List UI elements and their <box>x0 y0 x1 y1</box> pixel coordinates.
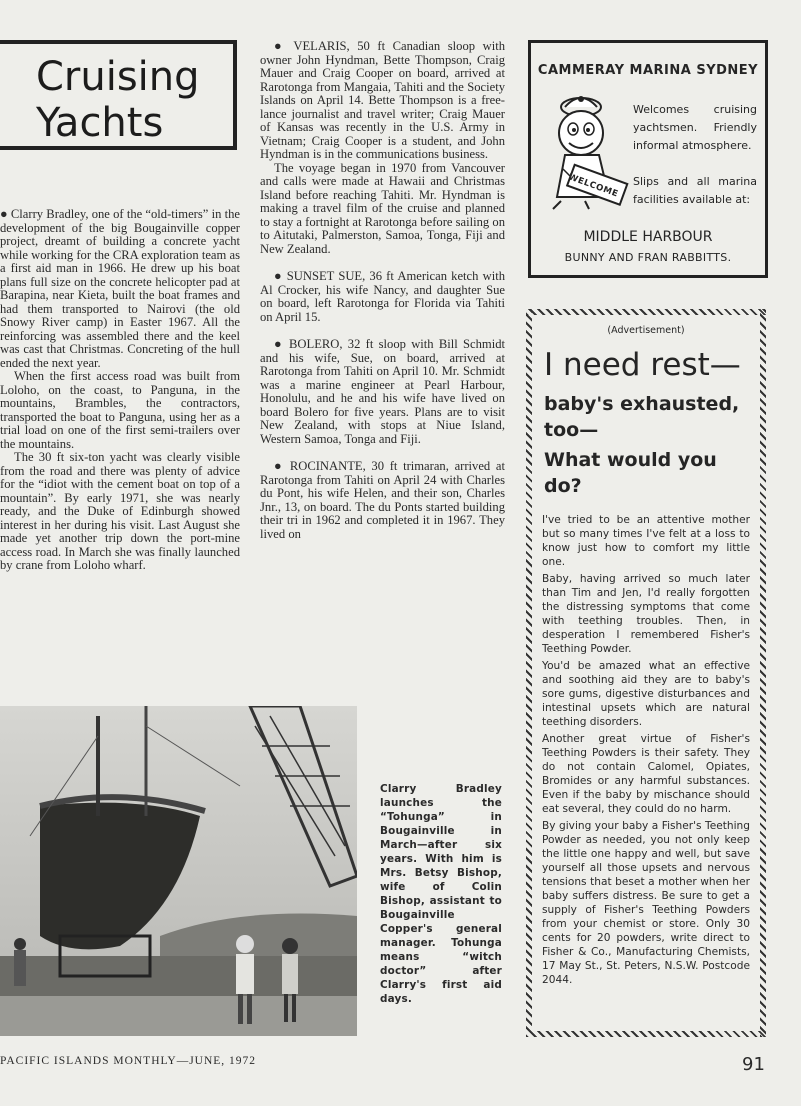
marina-advertisement <box>528 40 768 278</box>
ad-paragraph: Another great virtue of Fisher's Teething Powders is their safety. They do not contain Calomel, Opiates, Bromides or any harmful substances. Even if the baby by mischance should eat several, they could do no harm. <box>542 733 750 815</box>
page-title: Cruising Yachts <box>36 54 200 146</box>
border-right <box>760 309 766 1037</box>
paragraph: ● VELARIS, 50 ft Canadian sloop with owner John Hyndman, Bette Thompson, Craig Mauer and Craig Cooper on board, arrived at Rarotonga from Mangaia, Tahiti and the Society Islands on April 14. Bette Thompson is a free-lance journalist and travel writer; Craig Mauer of Kansas was recently in the U.S. Army in Vietnam; Craig Cooper is a student, and John Hyndman is in the communications business. <box>260 39 505 161</box>
fisher-advertisement <box>526 309 766 1037</box>
ad-paragraph: Baby, having arrived so much later than Tim and Jen, I'd really forgotten the distressing symptoms that come with teething troubles. Then, in desperation I remembered Fisher's Teething Powder. <box>542 573 750 655</box>
border-left <box>526 309 532 1037</box>
title-box <box>0 40 237 150</box>
article-column-left <box>0 208 240 573</box>
ad-headline: I need rest— <box>544 347 741 383</box>
marina-location: MIDDLE HARBOUR <box>583 229 713 245</box>
paragraph: ● ROCINANTE, 30 ft trimaran, arrived at Rarotonga from Tahiti on April 24 with Charles du Pont, his wife Helen, and their son, Charles Jnr., 13, on board. The du Ponts started building their tri in 1962 and completed it in 1967. They lived on <box>260 459 505 541</box>
ad-subheadline: baby's exhausted, too— <box>544 393 740 441</box>
ad-body <box>542 513 750 990</box>
paragraph: ● BOLERO, 32 ft sloop with Bill Schmidt and his wife, Sue, on board, arrived at Rarotonga from Tahiti on April 10. Mr. Schmidt was a marine engineer at Pearl Harbour, Honolulu, and he and his wife have lived on board Bolero for five years. Plans are to visit New Zealand, with stops at Niue Island, Western Samoa, Tonga and Fiji. <box>260 337 505 446</box>
ad-paragraph: I've tried to be an attentive mother but so many times I've felt at a loss to know just how to comfort my little one. <box>542 514 750 568</box>
footer-masthead: PACIFIC ISLANDS MONTHLY—JUNE, 1972 <box>0 1055 257 1067</box>
paragraph: ● SUNSET SUE, 36 ft American ketch with Al Crocker, his wife Nancy, and daughter Sue on board, left Rarotonga for Florida via Tahiti on April 15. <box>260 269 505 324</box>
ad-paragraph: You'd be amazed what an effective and soothing aid they are to baby's sore gums, digestive disturbances and intestinal upsets which are natural teething disorders. <box>542 660 750 728</box>
launch-photo <box>0 706 357 1036</box>
paragraph: The voyage began in 1970 from Vancouver and calls were made at Hawaii and Christmas Island before reaching Tahiti. Mr. Hyndman is making a travel film of the cruise and planned to stay a fortnight at Rarotonga before sailing on to Aitutaki, Palmerston, Samoa, Tonga, Fiji and New Zealand. <box>260 160 505 256</box>
marina-facilities-text: Slips and all marina facilities available at: <box>633 175 757 206</box>
border-top <box>526 309 766 315</box>
paragraph: When the first access road was built from Loloho, on the coast, to Panguna, in the mountains, Brambles, the contractors, transported the boat to Panguna, using her as a trial load on one of the first semi-trailers over the mountains. <box>0 369 240 451</box>
page-number: 91 <box>742 1054 765 1075</box>
ad-question: What would you do? <box>544 449 717 497</box>
photo-caption: Clarry Bradley launches the “Tohunga” in Bougainville in March—after six years. With him is Mrs. Betsy Bishop, wife of Colin Bishop, assistant to Bougainville Copper's general manager. Tohunga means “witch doctor” after Clarry's first aid days. <box>380 783 502 1005</box>
mascot-sign-text: WELCOME <box>566 172 620 200</box>
border-bottom <box>526 1031 766 1037</box>
article-column-middle <box>260 40 505 541</box>
marina-owners: BUNNY AND FRAN RABBITTS. <box>564 251 732 264</box>
ad-label: (Advertisement) <box>607 325 685 336</box>
marina-welcome-text: Welcomes cruising yachtsmen. Friendly informal atmosphere. <box>633 103 757 152</box>
paragraph: The 30 ft six-ton yacht was clearly visible from the road and there was plenty of advice for the “idiot with the cement boat on top of a mountain”. By early 1971, she was nearly ready, and the Duke of Edinburgh showed interest in her during his visit. Last August she made yet another trip down the port-mine access road. In March she was finally launched by crane from Loloho wharf. <box>0 450 240 572</box>
paragraph: ● Clarry Bradley, one of the “old-timers” in the development of the big Bougainville copper project, dreamt of building a concrete yacht while working for the CRA exploration team as a first aid man in 1966. He drew up his boat plans full size on the concrete helicopter pad at Barapina, near Kieta, built the boat frames and had them transported to Nairovi (the old Snowy River camp) in Easter 1967. All the reinforcing was assembled there and the keel was cast that Christmas. Concreting of the hull ended the next year. <box>0 207 240 370</box>
ad-paragraph: By giving your baby a Fisher's Teething Powder as needed, you not only keep the little one happy and well, but save yourself all those upsets and nervous tensions that beset a mother when her baby suffers distress. Be sure to get a supply of Fisher's Teething Powders from your chemist or store. Only 30 cents for 20 powders, write direct to Fisher & Co., Manufacturing Chemists, 17 May St., St. Peters, N.S.W. Postcode 2044. <box>542 820 750 986</box>
photo-yacht-launch-icon <box>0 706 357 1036</box>
marina-heading: CAMMERAY MARINA SYDNEY <box>537 63 759 78</box>
